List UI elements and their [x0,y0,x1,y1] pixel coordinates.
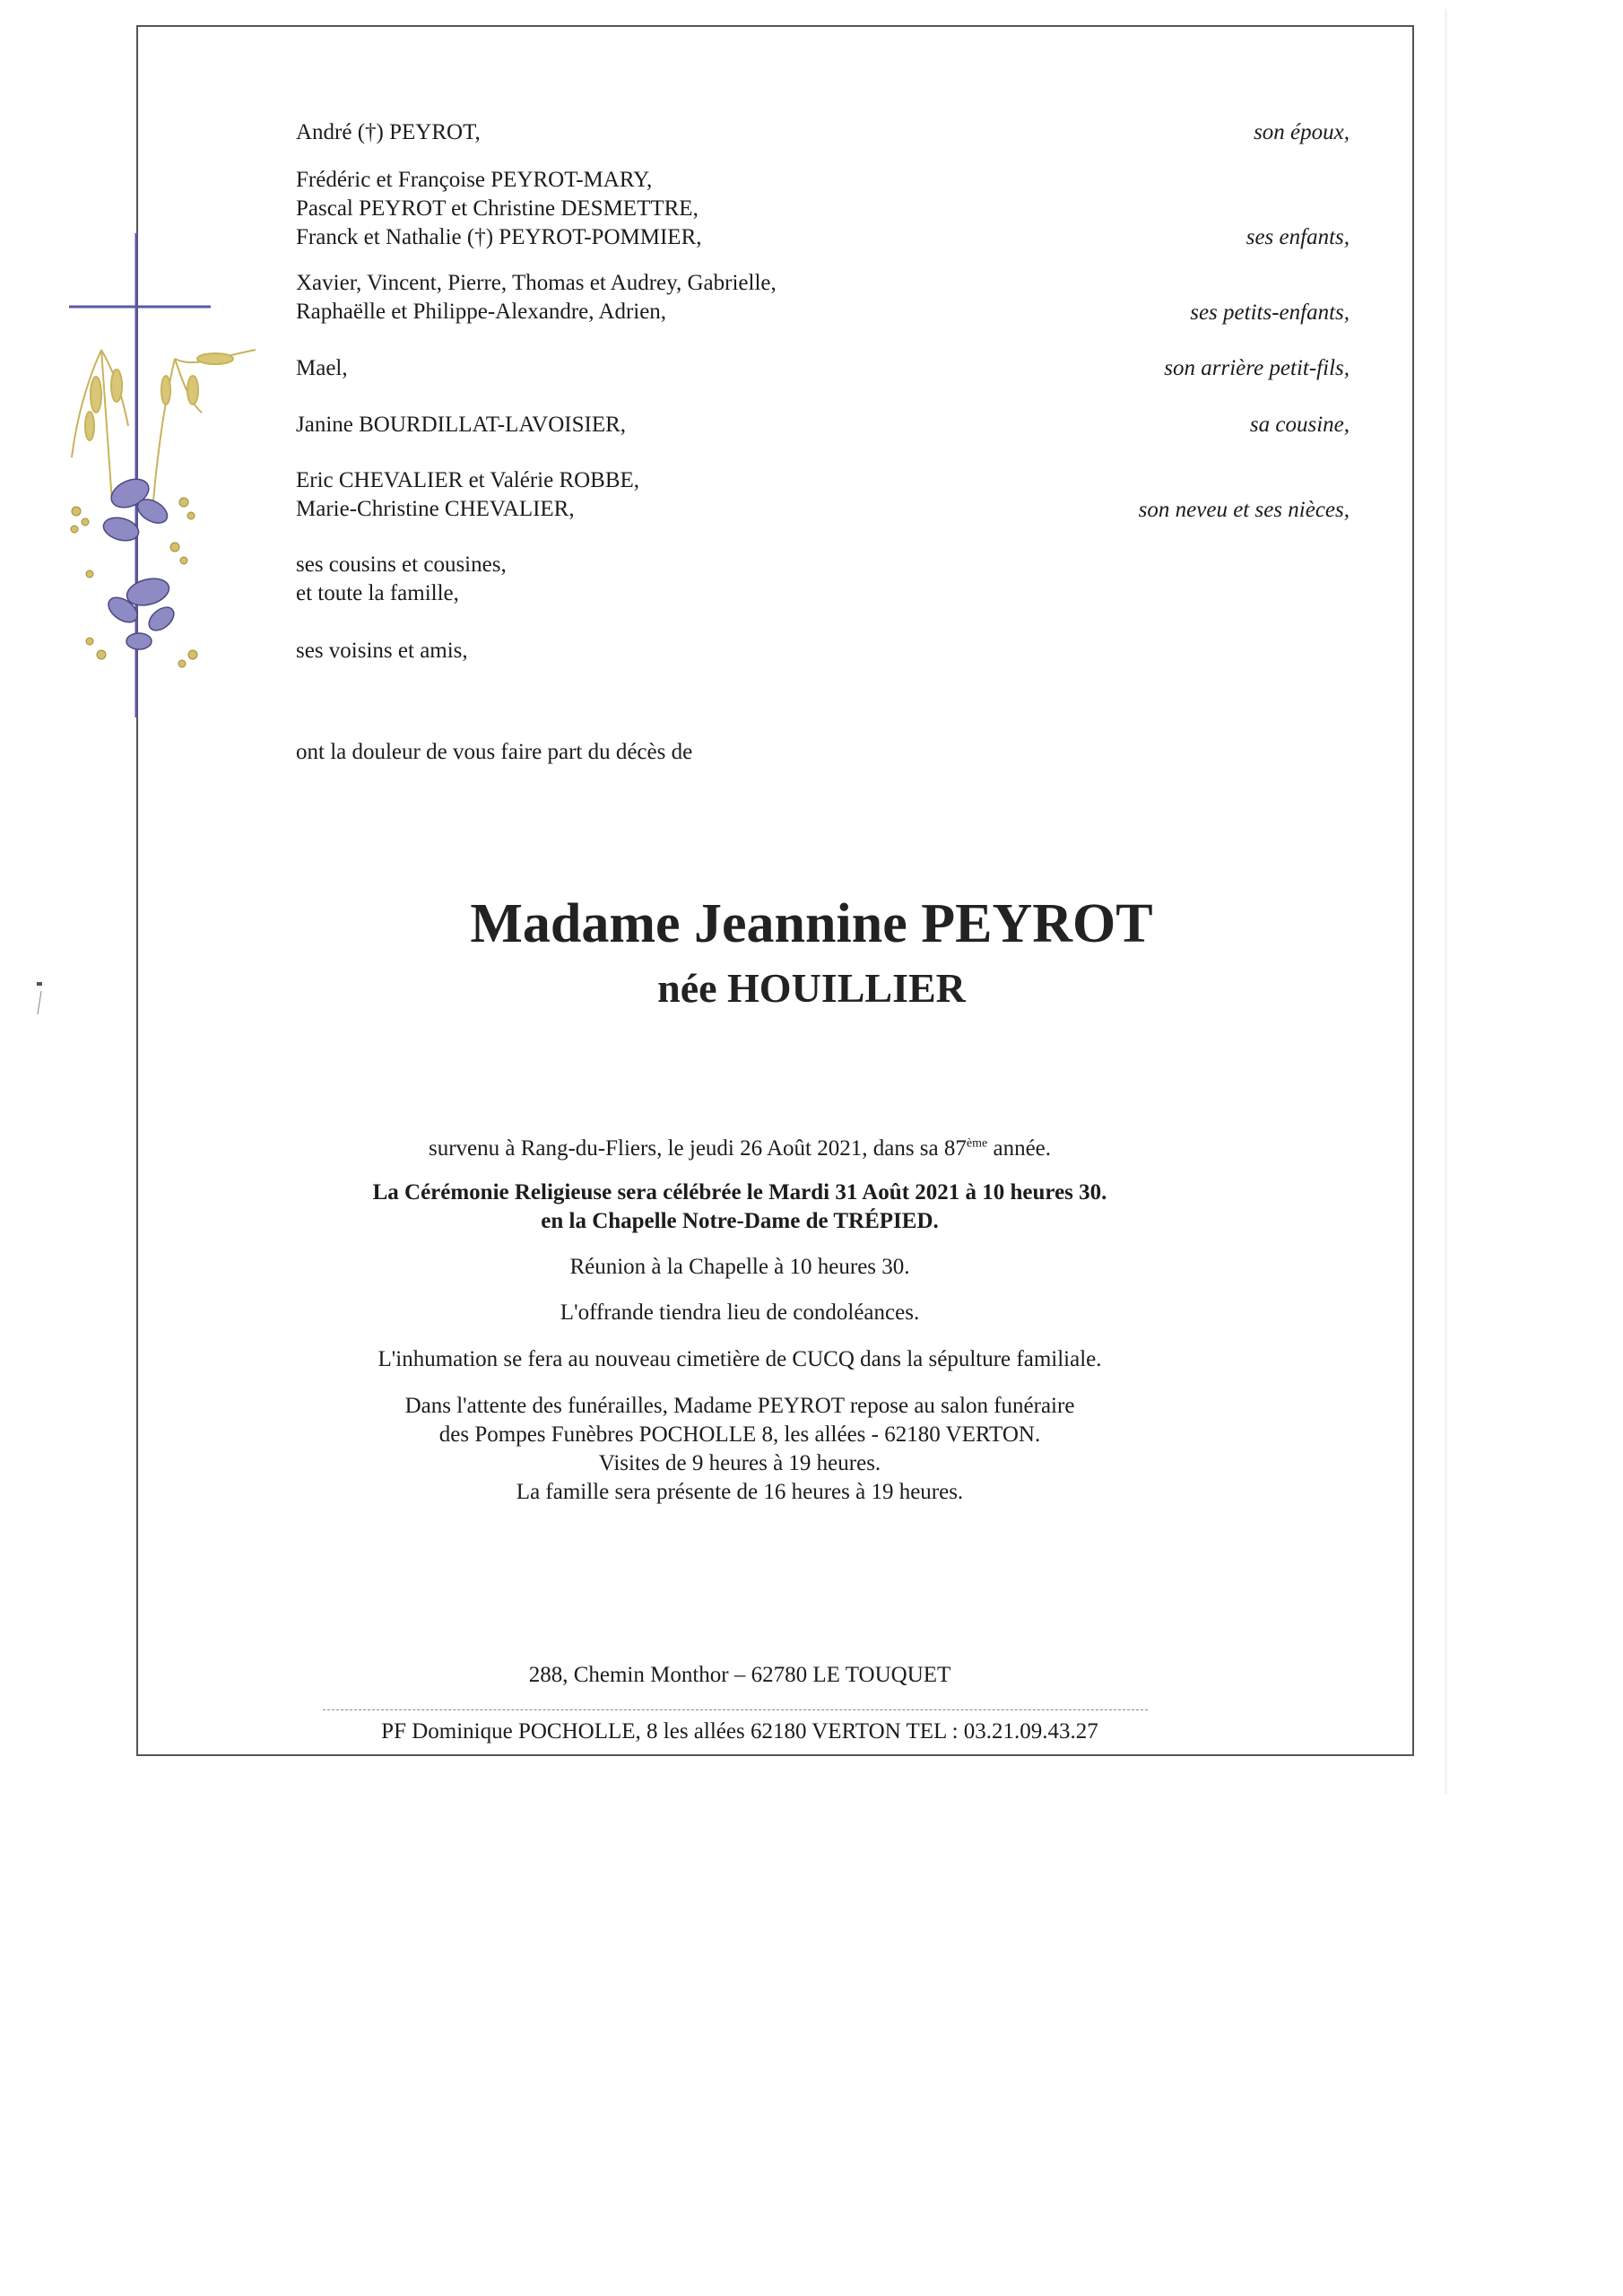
relation-role-nephew-nieces: son neveu et ses nièces, [1138,498,1350,522]
relation-role-grandchildren: ses petits-enfants, [1190,300,1350,325]
relation-role-husband: son époux, [1254,120,1350,144]
offering-info: L'offrande tiendra lieu de condoléances. [560,1300,920,1325]
family-presence: La famille sera présente de 16 heures à 19 heures. [516,1480,964,1504]
flower-cluster-icon [101,474,178,649]
relation-husband [296,118,481,147]
rest-info-1: Dans l'attente des funérailles, Madame PEYROT repose au salon funéraire [404,1394,1075,1418]
death-text-end: année. [987,1136,1052,1161]
death-notice [0,1135,1480,1163]
relation-neighbors [296,637,468,665]
deceased-name: Madame Jeannine PEYROT [470,893,1153,954]
meeting-info: Réunion à la Chapelle à 10 heures 30. [569,1255,910,1279]
relation-line: ses cousins et cousines, [296,552,507,577]
relation-grandchildren [296,269,777,326]
relation-line: Marie-Christine CHEVALIER, [296,497,575,521]
relation-line: Mael, [296,356,348,380]
wheat-icon [72,350,256,511]
ordinal-suffix: ème [966,1136,988,1151]
relation-great-grandson [296,354,348,383]
rest-info-2: des Pompes Funèbres POCHOLLE 8, les allées - 62180 VERTON. [438,1422,1041,1447]
death-text: survenu à Rang-du-Fliers, le jeudi 26 Août 2021, dans sa 87 [428,1136,967,1161]
home-address: 288, Chemin Monthor – 62780 LE TOUQUET [528,1663,951,1687]
visiting-hours: Visites de 9 heures à 19 heures. [598,1451,881,1475]
funeral-home-footer: PF Dominique POCHOLLE, 8 les allées 62180 VERTON TEL : 03.21.09.43.27 [381,1719,1098,1744]
relation-role-children: ses enfants, [1245,225,1350,249]
footer-divider [323,1709,1148,1710]
relation-line: André (†) PEYROT, [296,120,481,144]
relation-line: Pascal PEYROT et Christine DESMETTRE, [296,196,699,221]
intro-text: ont la douleur de vous faire part du décès de [296,740,693,764]
relation-children [296,166,702,252]
relation-line: ses voisins et amis, [296,639,468,663]
relation-role-great-grandson: son arrière petit-fils, [1164,356,1350,380]
relation-cousin [296,411,626,439]
relation-line: Janine BOURDILLAT-LAVOISIER, [296,413,627,437]
cross-wheat-flower-decoration [49,233,300,735]
relation-line: Eric CHEVALIER et Valérie ROBBE, [296,468,640,492]
relation-line: et toute la famille, [296,581,459,605]
ceremony-line: La Cérémonie Religieuse sera célébrée le Mardi 31 Août 2021 à 10 heures 30. [372,1180,1107,1205]
relation-nephew-nieces [296,466,639,524]
relation-role-cousin: sa cousine, [1249,413,1350,437]
relation-family [296,551,507,608]
relation-line: Franck et Nathalie (†) PEYROT-POMMIER, [296,225,702,249]
relation-line: Frédéric et Françoise PEYROT-MARY, [296,168,653,192]
deceased-birth-name: née HOUILLIER [657,965,966,1011]
burial-info: L'inhumation se fera au nouveau cimetière de CUCQ dans la sépulture familiale. [378,1347,1102,1371]
relation-line: Xavier, Vincent, Pierre, Thomas et Audrey, Gabrielle, [296,271,777,295]
relation-line: Raphaëlle et Philippe-Alexandre, Adrien, [296,300,667,324]
ceremony-place: en la Chapelle Notre-Dame de TRÉPIED. [541,1209,939,1233]
